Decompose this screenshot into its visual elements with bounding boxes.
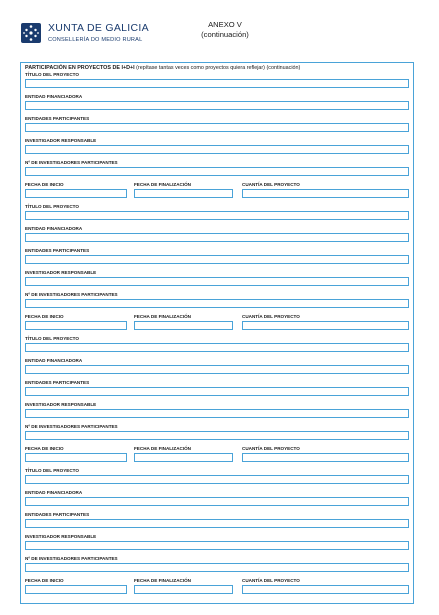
titulo-field[interactable]	[25, 475, 409, 484]
investigador-responsable-field[interactable]	[25, 541, 409, 550]
investigador-responsable-label: INVESTIGADOR RESPONSABLE	[25, 270, 97, 275]
entidad-financiadora-field[interactable]	[25, 101, 409, 110]
org-name: XUNTA DE GALICIA	[48, 22, 149, 34]
fecha-finalizacion-field[interactable]	[134, 585, 233, 594]
cuantia-proyecto-field[interactable]	[242, 189, 409, 198]
investigador-responsable-label: INVESTIGADOR RESPONSABLE	[25, 138, 97, 143]
titulo-field[interactable]	[25, 79, 409, 88]
titulo-label: TÍTULO DEL PROYECTO	[25, 336, 79, 341]
cuantia-proyecto-label: CUANTÍA DEL PROYECTO	[242, 446, 300, 451]
titulo-label: TÍTULO DEL PROYECTO	[25, 468, 79, 473]
num-investigadores-label: Nº DE INVESTIGADORES PARTICIPANTES	[25, 556, 118, 561]
cuantia-proyecto-field[interactable]	[242, 585, 409, 594]
fecha-inicio-field[interactable]	[25, 189, 127, 198]
entidades-participantes-label: ENTIDADES PARTICIPANTES	[25, 116, 90, 121]
annex-subtitle: (continuación)	[201, 30, 249, 39]
section-note: (repítase tantas veces como proyectos quiera reflejar) (continuación)	[136, 65, 301, 71]
fecha-inicio-label: FECHA DE INICIO	[25, 578, 64, 583]
cuantia-proyecto-label: CUANTÍA DEL PROYECTO	[242, 314, 300, 319]
num-investigadores-field[interactable]	[25, 167, 409, 176]
investigador-responsable-field[interactable]	[25, 277, 409, 286]
investigador-responsable-label: INVESTIGADOR RESPONSABLE	[25, 534, 97, 539]
galicia-coat-of-arms-icon	[20, 22, 42, 44]
investigador-responsable-field[interactable]	[25, 409, 409, 418]
entidades-participantes-field[interactable]	[25, 255, 409, 264]
fecha-finalizacion-field[interactable]	[134, 453, 233, 462]
fecha-finalizacion-field[interactable]	[134, 189, 233, 198]
entidad-financiadora-field[interactable]	[25, 365, 409, 374]
entidad-financiadora-label: ENTIDAD FINANCIADORA	[25, 226, 83, 231]
page-header	[0, 0, 439, 62]
fecha-finalizacion-field[interactable]	[134, 321, 233, 330]
section-title	[25, 65, 300, 71]
num-investigadores-field[interactable]	[25, 431, 409, 440]
fecha-inicio-label: FECHA DE INICIO	[25, 446, 64, 451]
investigador-responsable-label: INVESTIGADOR RESPONSABLE	[25, 402, 97, 407]
cuantia-proyecto-field[interactable]	[242, 321, 409, 330]
fecha-inicio-field[interactable]	[25, 321, 127, 330]
cuantia-proyecto-label: CUANTÍA DEL PROYECTO	[242, 182, 300, 187]
cuantia-proyecto-label: CUANTÍA DEL PROYECTO	[242, 578, 300, 583]
entidades-participantes-label: ENTIDADES PARTICIPANTES	[25, 512, 90, 517]
num-investigadores-label: Nº DE INVESTIGADORES PARTICIPANTES	[25, 160, 118, 165]
entidad-financiadora-label: ENTIDAD FINANCIADORA	[25, 490, 83, 495]
fecha-finalizacion-label: FECHA DE FINALIZACIÓN	[134, 578, 191, 583]
num-investigadores-label: Nº DE INVESTIGADORES PARTICIPANTES	[25, 292, 118, 297]
investigador-responsable-field[interactable]	[25, 145, 409, 154]
fecha-inicio-field[interactable]	[25, 453, 127, 462]
fecha-inicio-label: FECHA DE INICIO	[25, 314, 64, 319]
entidades-participantes-field[interactable]	[25, 123, 409, 132]
titulo-label: TÍTULO DEL PROYECTO	[25, 204, 79, 209]
entidad-financiadora-label: ENTIDAD FINANCIADORA	[25, 94, 83, 99]
num-investigadores-field[interactable]	[25, 299, 409, 308]
entidad-financiadora-field[interactable]	[25, 497, 409, 506]
num-investigadores-label: Nº DE INVESTIGADORES PARTICIPANTES	[25, 424, 118, 429]
entidades-participantes-label: ENTIDADES PARTICIPANTES	[25, 248, 90, 253]
fecha-finalizacion-label: FECHA DE FINALIZACIÓN	[134, 182, 191, 187]
entidad-financiadora-label: ENTIDAD FINANCIADORA	[25, 358, 83, 363]
department-name: CONSELLERÍA DO MEDIO RURAL	[48, 37, 143, 43]
num-investigadores-field[interactable]	[25, 563, 409, 572]
entidades-participantes-field[interactable]	[25, 519, 409, 528]
titulo-field[interactable]	[25, 343, 409, 352]
titulo-label: TÍTULO DEL PROYECTO	[25, 72, 79, 77]
fecha-inicio-field[interactable]	[25, 585, 127, 594]
entidades-participantes-label: ENTIDADES PARTICIPANTES	[25, 380, 90, 385]
entidad-financiadora-field[interactable]	[25, 233, 409, 242]
fecha-inicio-label: FECHA DE INICIO	[25, 182, 64, 187]
fecha-finalizacion-label: FECHA DE FINALIZACIÓN	[134, 446, 191, 451]
fecha-finalizacion-label: FECHA DE FINALIZACIÓN	[134, 314, 191, 319]
titulo-field[interactable]	[25, 211, 409, 220]
cuantia-proyecto-field[interactable]	[242, 453, 409, 462]
annex-title: ANEXO V	[208, 20, 242, 29]
entidades-participantes-field[interactable]	[25, 387, 409, 396]
section-title-text: PARTICIPACIÓN EN PROYECTOS DE I+D+I	[25, 65, 135, 71]
form-frame	[20, 62, 414, 604]
